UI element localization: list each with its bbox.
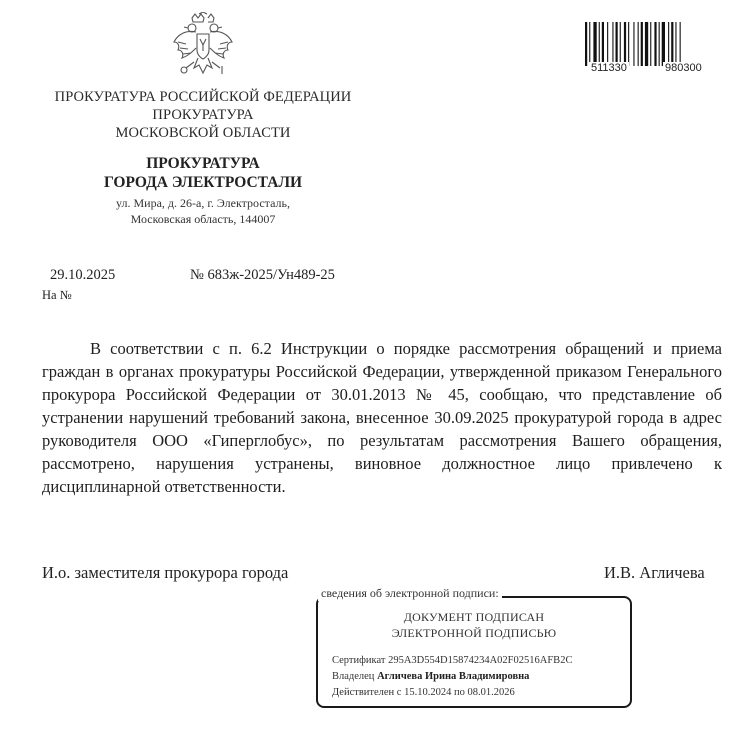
e-signature-title-line1: ДОКУМЕНТ ПОДПИСАН <box>403 610 545 624</box>
certificate-label: Сертификат <box>332 655 386 666</box>
owner-label: Владелец <box>332 671 375 682</box>
header-ministry-line: ПРОКУРАТУРА РОССИЙСКОЙ ФЕДЕРАЦИИ <box>54 89 352 105</box>
header-prosecutor-line: ПРОКУРАТУРА <box>152 107 254 123</box>
e-signature-certificate-row <box>332 655 572 666</box>
e-signature-title-line2: ЭЛЕКТРОННОЙ ПОДПИСЬЮ <box>391 626 557 640</box>
validity-from-prefix: с <box>396 687 402 698</box>
certificate-value: 295A3D554D15874234A02F02516AFB2C <box>388 655 573 666</box>
owner-value: Агличева Ирина Владимировна <box>377 671 530 682</box>
org-name-line1: ПРОКУРАТУРА <box>146 155 260 172</box>
e-signature-stamp <box>316 596 632 708</box>
letter-date: 29.10.2025 <box>50 267 116 283</box>
org-address-line2: Московская область, 144007 <box>130 212 276 226</box>
barcode-number-right: 980300 <box>665 62 702 74</box>
header-region-line: МОСКОВСКОЙ ОБЛАСТИ <box>115 125 291 141</box>
e-signature-caption: сведения об электронной подписи: <box>318 586 502 601</box>
barcode-number-left: 511330 <box>591 62 627 74</box>
letter-body-paragraph: В соответствии с п. 6.2 Инструкции о порядке рассмотрения обращений и приема граждан в органах прокуратуры Российской Федерации, утвержденной приказом Генерального прокурора Российской Федерации от 30.01.2013 № 45, сообщаю, что представление об устранении нарушений требований закона, внесенное 30.09.2025 прокуратурой города в адрес руководителя ООО «Гиперглобус», по результатам рассмотрения Вашего обращения, рассмотрено, нарушения устранены, виновное должностное лицо привлечено к дисциплинарной ответственности. <box>42 339 722 496</box>
document-barcode <box>583 22 723 76</box>
validity-from-date: 15.10.2024 <box>404 687 452 698</box>
double-headed-eagle-emblem-icon <box>170 12 236 84</box>
signer-role: И.о. заместителя прокурора города <box>42 563 289 582</box>
letter-number: № 683ж-2025/Ун489-25 <box>190 267 335 283</box>
e-signature-validity-row <box>332 687 515 698</box>
validity-to-date: 08.01.2026 <box>467 687 515 698</box>
validity-label: Действителен <box>332 687 395 698</box>
signer-name: И.В. Агличева <box>604 563 705 582</box>
validity-to-prefix: по <box>453 687 465 698</box>
reply-to-number-label: На № <box>42 288 72 302</box>
org-name-line2: ГОРОДА ЭЛЕКТРОСТАЛИ <box>103 174 303 191</box>
e-signature-owner-row <box>332 671 529 682</box>
org-address-line1: ул. Мира, д. 26-а, г. Электросталь, <box>116 196 290 210</box>
